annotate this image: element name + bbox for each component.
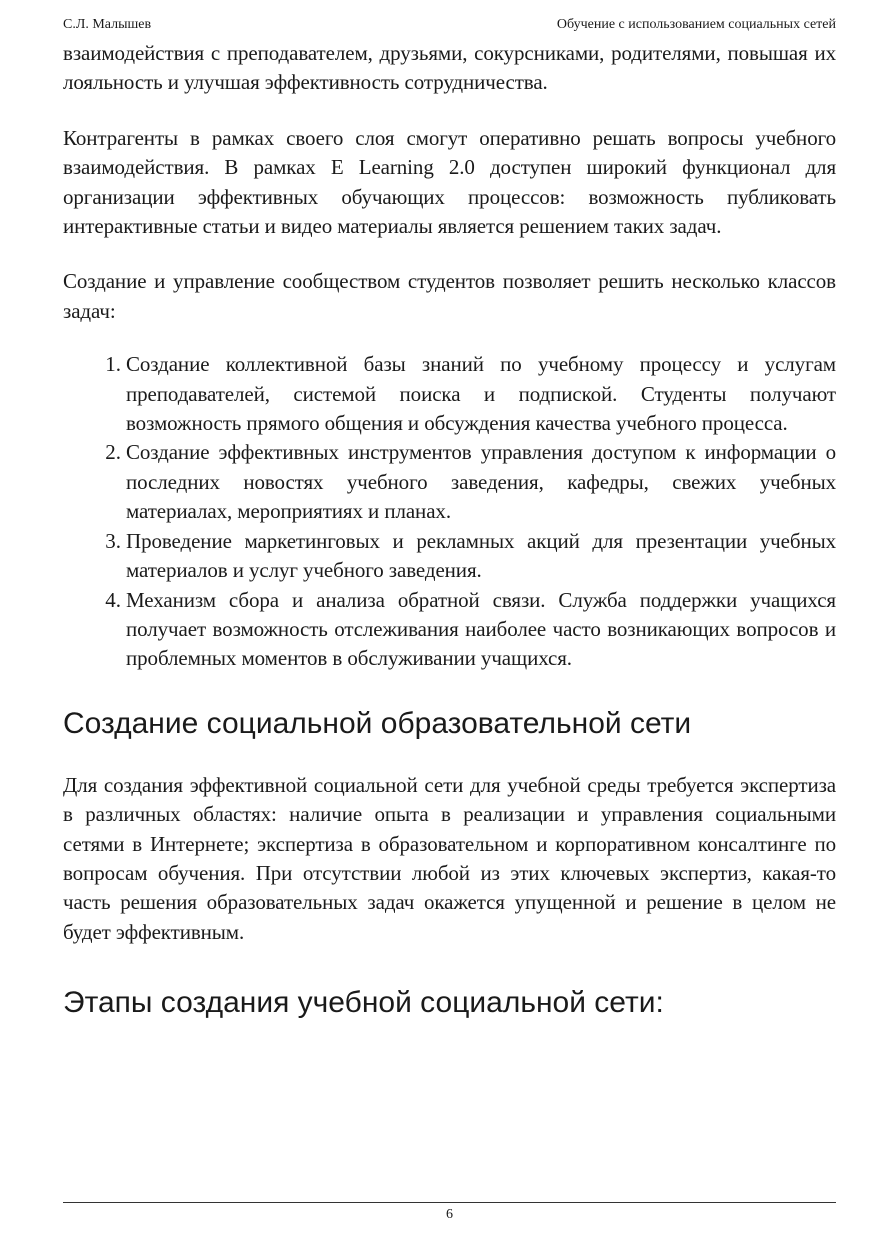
- document-page: [63, 0, 836, 1241]
- page-number: 6: [446, 1207, 453, 1222]
- paragraph-community-intro: Создание и управление сообществом студентов позволяет решить несколько классов задач:: [63, 269, 836, 323]
- running-header: [63, 15, 836, 35]
- list-item: 3. Проведение маркетинговых и рекламных акций для презентации учебных материалов и услуг учебного заведения.: [126, 527, 836, 586]
- footer-divider: [63, 1202, 836, 1203]
- list-item: 4. Механизм сбора и анализа обратной связи. Служба поддержки учащихся получает возможность отслеживания наиболее часто возникающих вопросов и проблемных моментов в обслуживании учащихся.: [126, 586, 836, 674]
- paragraph-contragents: Контрагенты в рамках своего слоя смогут оперативно решать вопросы учебного взаимодействия. В рамках E Learning 2.0 доступен широкий функционал для организации эффективных обучающих процессов: возможность публиковать интерактивные статьи и видео материалы является решением таких задач.: [63, 125, 836, 239]
- paragraph-expertise: Для создания эффективной социальной сети для учебной среды требуется экспертиза в различных областях: наличие опыта в реализации и управления социальными сетями в Интернете; экспертиза в образовательном и корпоративном консалтинге по вопросам обучения. При отсутствии любой из этих ключевых экспертиз, какая-то часть решения образовательных задач окажется упущенной и решение в целом не будет эффективным.: [63, 772, 836, 944]
- list-item: 2. Создание эффективных инструментов управления доступом к информации о последних новостях учебного заведения, кафедры, свежих учебных материалах, мероприятиях и планах.: [126, 438, 836, 526]
- section-heading-creation: Создание социальной образовательной сети: [63, 706, 692, 740]
- paragraph-continuation: взаимодействия с преподавателем, друзьями, сокурсниками, родителями, повышая их лояльность и улучшая эффективность сотрудничества.: [63, 41, 836, 95]
- section-heading-stages: Этапы создания учебной социальной сети:: [63, 986, 664, 1020]
- header-author: С.Л. Малышев: [63, 17, 152, 32]
- header-document-title: Обучение с использованием социальных сетей: [556, 17, 836, 32]
- page-content: [63, 39, 836, 1021]
- list-item: 1. Создание коллективной базы знаний по учебному процессу и услугам преподавателей, системой поиска и подпиской. Студенты получают возможность прямого общения и обсуждения качества учебного процесса.: [126, 350, 836, 438]
- task-list: [63, 350, 836, 673]
